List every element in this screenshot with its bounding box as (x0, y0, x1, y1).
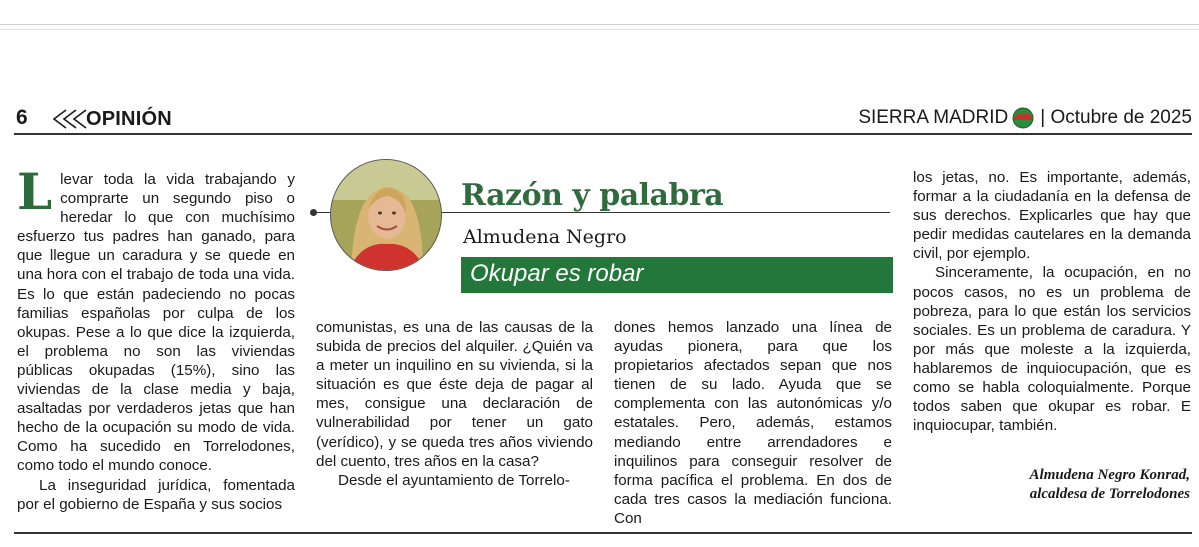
publication-name: SIERRA MADRID (858, 107, 1009, 128)
issue-date: | Octubre de 2025 (1040, 107, 1192, 128)
article-paragraph: los jetas, no. Es importante, además, formar a la ciudadanía en la defensa de sus derechos. Explicarles que hay que pedir medidas cautelares en la demanda civil, por ejemplo. (913, 169, 1191, 263)
banner-rule-dot (310, 209, 317, 216)
page-header (14, 106, 1192, 132)
article-paragraph: La inseguridad jurídica, fomentada por el gobierno de España y sus socios (17, 476, 295, 513)
header-rule (14, 133, 1192, 135)
publication-info (858, 107, 1192, 129)
article-paragraph: dones hemos lanzado una línea de ayudas pionera, para que los propietarios afectados sepan que nos tienen de su lado. Ayuda que se complementa con las autonómicas y/o estatales. Pero, además, estamos mediando entre arrendadores e inquilinos para conseguir resolver de forma pacífica el problema. En dos de cada tres casos la mediación funciona. Con (614, 319, 892, 527)
footer-rule (14, 532, 1192, 534)
article-headline: Okupar es robar (470, 260, 644, 287)
article-column-1 (17, 162, 295, 514)
column-author: Almudena Negro (463, 226, 627, 248)
column-title: Razón y palabra (461, 178, 724, 213)
author-signature (1030, 466, 1190, 504)
article-column-3 (614, 318, 892, 528)
top-border (0, 24, 1199, 25)
page-number: 6 (16, 106, 28, 129)
article-paragraph: comunistas, es una de las causas de la subida de precios del alquiler. ¿Quién va a meter un inquilino en su vivienda, si la situación es que éste deja de pagar al mes, consigue una declaración de vulnerabilidad por tener un gato (verídico), y se queda tres años viviendo del cuento, tres años en la casa? (316, 319, 593, 470)
section-title: OPINIÓN (86, 108, 172, 130)
headline-box (461, 257, 893, 293)
sierra-madrid-logo (1012, 107, 1034, 129)
article-paragraph: levar toda la vida trabajando y comprarte un segundo piso o heredar lo que con muchísimo esfuerzo tus padres han ganado, para que llegue un caradura y se quede en una hora con el trabajo de toda una vida. Es lo que están padeciendo no pocas familias españolas por culpa de los okupas. Pese a lo que dice la izquierda, el problema no son las viviendas públicas okupadas (15%), sino las viviendas de la clase media y baja, asaltadas por verdaderos jetas que han hecho de la ocupación su modo de vida. Como ha sucedido en Torrelodones, como todo el mundo conoce. (17, 171, 295, 475)
drop-cap: L (17, 162, 53, 221)
author-portrait-image (331, 160, 441, 270)
top-border-secondary (0, 29, 1199, 30)
signature-name: Almudena Negro Konrad, (1029, 467, 1190, 483)
article-paragraph: Desde el ayuntamiento de Torrelo- (338, 471, 570, 489)
article-column-2 (316, 318, 593, 490)
signature-role: alcaldesa de Torrelodones (1029, 486, 1190, 502)
author-photo (330, 159, 442, 271)
article-paragraph: Sinceramente, la ocupación, en no pocos casos, no es un problema de pobreza, para lo que están los servicios sociales. Es un problema de caradura. Y por más que moleste a la izquierda, hablaremos de inquiocupación, que es como se habla coloquialmente. Porque todos saben que okupar es robar. E inquiocupar, también. (913, 264, 1191, 435)
article-column-4 (913, 168, 1191, 435)
double-chevron-left-icon (48, 108, 90, 130)
